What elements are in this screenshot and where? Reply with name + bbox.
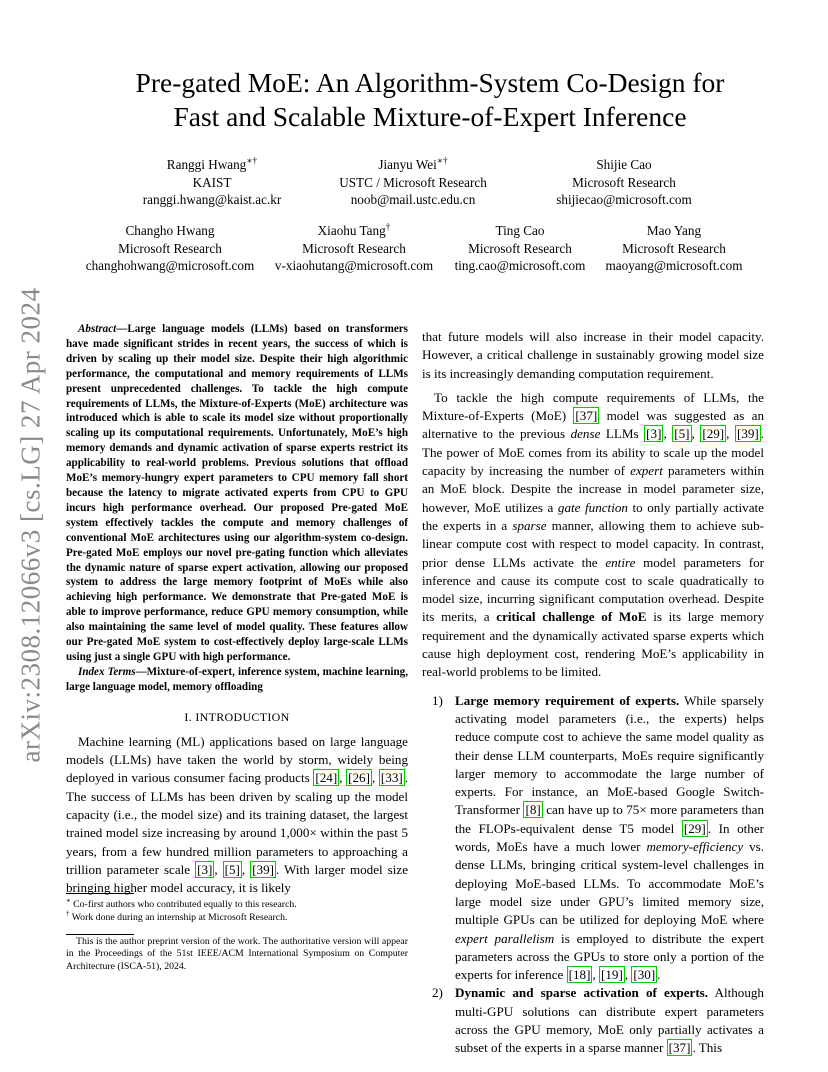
author-block: [313, 156, 513, 209]
citation-link[interactable]: [33]: [380, 770, 403, 786]
author-email[interactable]: ting.cao@microsoft.com: [454, 258, 586, 273]
citation-link[interactable]: [37]: [575, 408, 598, 424]
text-run: is employed to distribute the expert parameters across the GPUs to store only a portion of the experts for inference: [455, 930, 764, 983]
author-block: [574, 222, 774, 275]
list-number: 2): [432, 985, 443, 1001]
citation-link[interactable]: [18]: [568, 967, 591, 983]
left-column: [66, 322, 408, 897]
citation-link[interactable]: [3]: [646, 426, 662, 442]
emphasis: memory-efficiency: [646, 839, 744, 855]
author-affiliation: KAIST: [192, 174, 232, 190]
author-affiliation: Microsoft Research: [572, 174, 676, 190]
text-run: ,: [339, 770, 347, 786]
author-name: Ting Cao: [495, 223, 545, 238]
citation-link[interactable]: [5]: [224, 861, 240, 877]
author-affiliation: Microsoft Research: [622, 240, 726, 256]
bold-text: Dynamic and sparse activation of experts.: [455, 985, 709, 1001]
citation-link[interactable]: [30]: [633, 967, 656, 983]
footnotes: [66, 899, 408, 924]
author-affiliation: Microsoft Research: [118, 240, 222, 256]
text-run: parameters within an MoE block. Despite the increase in model parameter size, however, MoE utilizes a: [422, 463, 764, 515]
author-affiliation: Microsoft Research: [468, 240, 572, 256]
abstract-label: Abstract: [78, 323, 117, 335]
author-email[interactable]: ranggi.hwang@kaist.ac.kr: [142, 192, 282, 207]
author-email[interactable]: noob@mail.ustc.edu.cn: [350, 192, 476, 207]
author-name: Xiaohu Tang: [317, 223, 386, 238]
title-line-2: Fast and Scalable Mixture-of-Expert Inference: [173, 101, 687, 132]
text-run: can have up to 75× more parameters than the FLOPs-equivalent dense T5 model: [455, 802, 765, 836]
text-run: to only partially activate the experts in a: [422, 499, 764, 533]
author-mark: ∗†: [436, 155, 448, 166]
footnote-text: Co-first authors who contributed equally to this research.: [70, 899, 297, 910]
author-block: [112, 156, 312, 209]
footnote-rule: [66, 893, 134, 894]
emphasis: dense: [570, 426, 601, 442]
author-email[interactable]: maoyang@microsoft.com: [605, 258, 743, 273]
footnote-mark: †: [66, 910, 70, 918]
index-terms: [66, 665, 408, 695]
text-run: LLMs: [600, 426, 645, 442]
citation-link[interactable]: [29]: [683, 820, 706, 836]
author-email[interactable]: shijiecao@microsoft.com: [556, 192, 692, 207]
citation-link[interactable]: [3]: [197, 861, 213, 877]
author-name: Ranggi Hwang: [166, 157, 247, 172]
author-mark: †: [385, 221, 391, 232]
text-run: .: [657, 967, 661, 983]
list-item: 1) Large memory requirement of experts. While sparsely activating model parameters (i.e., the experts) helps reduce compute cost to achieve the same model quality as their dense LLM counterparts, MoEs require significantly larger memory to accommodate the large number of experts. For instance, an MoE-based Google Switch-Transformer [8] can have up to 75× more parameters than the FLOPs-equivalent dense T5 model [29] . In other words, MoEs have a much lower memory-efficiency vs. dense LLMs, bringing critical system-level challenges in deploying MoE-based LLMs. To accommodate MoE’s large model size under GPU’s limited memory size, multiple GPUs can be utilized for deploying MoE where expert parallelism is employed to distribute the expert parameters across the GPUs to store only a portion of the experts for inference [18] , [19] , [30] .: [432, 692, 765, 983]
text-run: is its large memory requirement and the dynamically activated sparse experts which cause high deployment cost, rendering MoE’s applicability in real-world problems to be limited.: [422, 609, 764, 680]
text-run: Machine learning (ML) applications based on large language models (LLMs) have taken the world by storm, widely being deployed in various consumer facing products: [66, 733, 408, 786]
text-run: . This: [692, 1040, 723, 1056]
bold-text: critical challenge of MoE: [496, 609, 647, 625]
author-name: Shijie Cao: [596, 157, 652, 172]
text-run: model was suggested as an alternative to the previous: [422, 408, 764, 442]
text-run: ,: [241, 861, 251, 877]
text-run: manner, allowing them to achieve sub-linear compute cost with respect to model capacity. In contrast, prior dense LLMs activate the: [422, 517, 764, 570]
citation-link[interactable]: [19]: [600, 967, 623, 983]
text-run: . The success of LLMs has been driven by scaling up the model capacity (i.e., the model size) and its training dataset, the largest trained model size increasing by around 1,000× within the past 5 years, from a few hundred million parameters to approaching a trillion parameter scale: [66, 770, 409, 877]
list-number: 1): [432, 692, 443, 708]
emphasis: entire: [605, 554, 636, 570]
footnote-rule: [66, 934, 134, 935]
author-email[interactable]: v-xiaohutang@microsoft.com: [274, 258, 434, 273]
text-run: . In other words, MoEs have a much lower: [455, 820, 764, 855]
text-run: . The power of MoE comes from its ability to scale up the model capacity by increasing the number of: [422, 426, 765, 479]
paragraph: To tackle the high compute requirements of LLMs, the Mixture-of-Experts (MoE) [37] model was suggested as an alternative to the previous dense LLMs [3] , [5] , [29] , [39] . The power of MoE comes from its ability to scale up the model capacity by increasing the number of expert parameters within an MoE block. Despite the increase in model parameter size, however, MoE utilizes a gate function to only partially activate the experts in a sparse manner, allowing them to achieve sub-linear compute cost with respect to model capacity. In contrast, prior dense LLMs activate the entire model parameters for inference and cause its compute cost to scale quadratically to model size, incurring significant computation overhead. Despite its merits, a critical challenge of MoE is its large memory requirement and the dynamically activated sparse experts which cause high deployment cost, rendering MoE’s applicability in real-world problems to be limited.: [422, 389, 765, 680]
citation-link[interactable]: [26]: [348, 770, 370, 786]
paragraph: that future models will also increase in their model capacity. However, a critical challenge in sustainably growing model size is its increasingly demanding computation requirement.: [422, 329, 764, 381]
paper-title: [70, 66, 790, 134]
citation-link[interactable]: [5]: [674, 426, 690, 442]
citation-link[interactable]: [8]: [525, 802, 541, 818]
text-run: ,: [214, 861, 223, 877]
challenge-list: [422, 692, 764, 1058]
author-block: [524, 156, 724, 209]
footnote-mark: ∗: [66, 897, 71, 905]
citation-link[interactable]: [24]: [315, 770, 338, 786]
index-text: —Mixture-of-expert, inference system, machine learning, large language model, memory offloading: [66, 665, 408, 693]
abstract: [66, 322, 408, 665]
author-mark: ∗†: [246, 155, 258, 166]
section-heading: I. INTRODUCTION: [184, 709, 290, 724]
text-run: vs. dense LLMs, bringing critical system-level challenges in deploying MoE-based LLMs. To accommodate MoE’s large model size under GPU’s limited memory size, multiple GPUs can be utilized for deploying MoE where: [455, 839, 764, 928]
text-run: To tackle the high compute requirements of LLMs, the Mixture-of-Experts (MoE): [422, 389, 764, 424]
author-email[interactable]: changhohwang@microsoft.com: [85, 258, 255, 273]
author-affiliation: USTC / Microsoft Research: [339, 174, 487, 190]
bold-text: Large memory requirement of experts.: [455, 692, 680, 708]
emphasis: sparse: [512, 517, 547, 533]
preprint-note: This is the author preprint version of the work. The authoritative version will appear in the Proceedings of the 51st IEEE/ACM International Symposium on Computer Architecture (ISCA-51), 2024.: [66, 936, 408, 972]
text-run: While sparsely activating model parameters (i.e., the experts) helps reduce compute cost to achieve the same model quality as their dense LLM counterparts, MoEs require significantly larger memory to accommodate the large number of experts. For instance, an MoE-based Google Switch-Transformer: [455, 692, 764, 818]
title-line-1: Pre-gated MoE: An Algorithm-System Co-Design for: [135, 67, 725, 98]
text-run: model parameters for inference and cause its compute cost to scale quadratically to model size, incurring significant computation overhead. Despite its merits, a: [422, 554, 764, 625]
author-name: Changho Hwang: [125, 223, 215, 238]
arxiv-watermark: [14, 287, 48, 763]
footnote-text: Work done during an internship at Microsoft Research.: [69, 911, 288, 923]
author-affiliation: Microsoft Research: [302, 240, 406, 256]
citation-link[interactable]: [39]: [252, 861, 275, 877]
citation-link[interactable]: [39]: [736, 426, 759, 442]
emphasis: expert parallelism: [455, 930, 555, 946]
intro-paragraph: [66, 733, 408, 898]
text-run: Although multi-GPU solutions can distribute expert parameters across the GPU memory, MoE only partially activates a subset of the experts in a sparse manner: [455, 985, 764, 1056]
citation-link[interactable]: [29]: [702, 426, 725, 442]
right-column: [422, 328, 764, 1058]
emphasis: expert: [630, 463, 663, 479]
index-label: Index Terms: [78, 665, 136, 678]
author-block: [70, 222, 270, 275]
author-name: Jianyu Wei: [378, 157, 437, 172]
text-run: . With larger model size bringing higher model accuracy, it is likely: [66, 861, 409, 896]
emphasis: gate function: [557, 499, 628, 515]
list-item: [422, 984, 764, 1057]
arxiv-id: arXiv:2308.12066v3 [cs.LG] 27 Apr 2024: [15, 287, 46, 763]
abstract-text: —Large language models (LLMs) based on transformers have made significant strides in recent years, the success of which is driven by scaling up their model size. Despite their high algorithmic performance, the computational and memory requirements of LLMs present unprecedented challenges. To tackle the high compute requirements of LLMs, the Mixture-of-Experts (MoE) architecture was introduced which is able to scale its model size without proportionally scaling up its computational requirements. Unfortunately, MoE’s high memory demands and dynamic activation of sparse experts restrict its applicability to real-world problems. Previous solutions that offload MoE’s memory-hungry expert parameters to CPU memory fall short because the latency to migrate activated experts from CPU to GPU incurs high performance overhead. Our proposed Pre-gated MoE system effectively tackles the compute and memory challenges of conventional MoE architectures using our algorithm-system co-design. Pre-gated MoE employs our novel pre-gating function which alleviates the dynamic nature of sparse expert activation, allowing our proposed system to address the large memory footprint of MoEs while also achieving high performance. We demonstrate that Pre-gated MoE is able to improve performance, reduce GPU memory consumption, while also maintaining the same level of model quality. These features allow our Pre-gated MoE system to cost-effectively deploy large-scale LLMs using just a single GPU with high performance.: [66, 323, 408, 663]
author-name: Mao Yang: [646, 223, 702, 238]
citation-link[interactable]: [37]: [668, 1040, 691, 1056]
text-run: ,: [371, 770, 379, 786]
